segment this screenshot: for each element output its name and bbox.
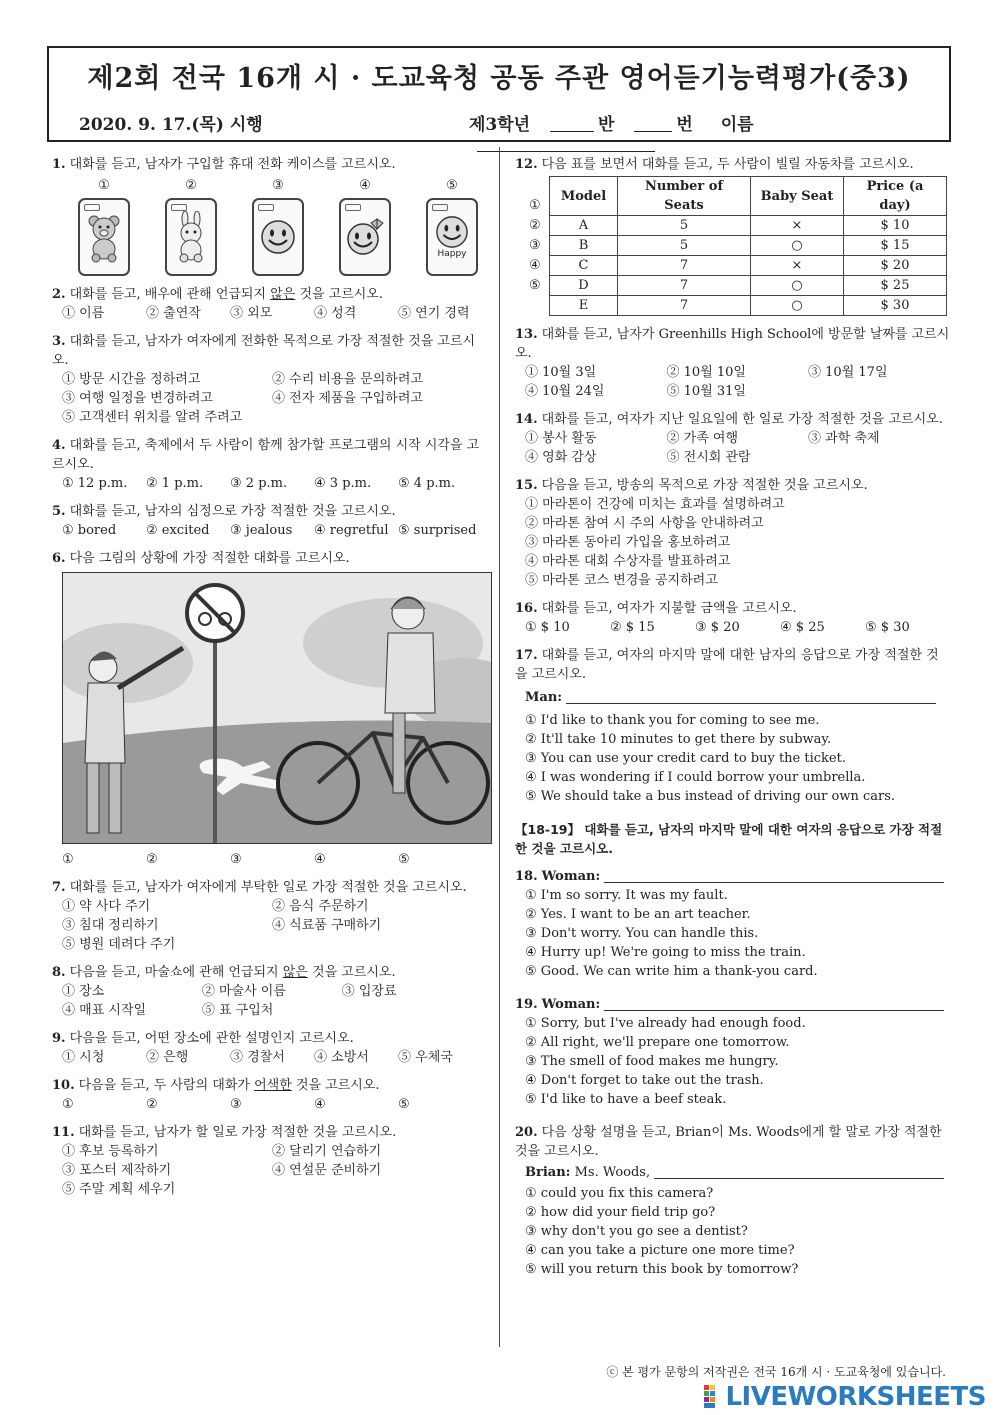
- option-2[interactable]: ② how did your field trip go?: [525, 1205, 716, 1220]
- copyright-notice: ⓒ 본 평가 문항의 저작권은 전국 16개 시 · 도교육청에 있습니다.: [606, 1365, 946, 1379]
- option-4[interactable]: ④ 전자 제품을 구입하려고: [272, 391, 423, 406]
- question-number: 7.: [52, 880, 66, 895]
- option-1[interactable]: ① 약 사다 주기: [62, 899, 151, 914]
- option-2[interactable]: ② $ 15: [610, 620, 655, 635]
- option-5[interactable]: ⑤: [398, 852, 410, 867]
- option-3[interactable]: ③: [230, 1097, 242, 1112]
- question-text: 다음을 듣고, 어떤 장소에 관한 설명인지 고르시오.: [69, 1031, 354, 1046]
- speaker-label: Woman:: [541, 869, 601, 884]
- option-2[interactable]: ② 수리 비용을 문의하려고: [272, 372, 423, 387]
- column-divider: [499, 147, 500, 1347]
- question-text: 대화를 듣고, 남자가 여자에게 전화한 목적으로 가장 적절한 것을 고르시오.: [52, 334, 476, 368]
- option-1[interactable]: ① 마라톤이 건강에 미치는 효과를 설명하려고: [525, 497, 785, 512]
- question-text: 다음 그림의 상황에 가장 적절한 대화를 고르시오.: [69, 551, 350, 566]
- question-text-end: 것을 고르시오.: [291, 1078, 380, 1093]
- option-1[interactable]: ① 시청: [62, 1050, 105, 1065]
- question-text: 대화를 듣고, 남자의 심정으로 가장 적절한 것을 고르시오.: [69, 504, 396, 519]
- option-3[interactable]: ③ 포스터 제작하기: [62, 1163, 172, 1178]
- option-1[interactable]: ① 방문 시간을 정하려고: [62, 372, 201, 387]
- table-cell: B: [550, 236, 618, 256]
- smiley-face-with-bow-icon: [345, 217, 385, 257]
- option-5[interactable]: ⑤ Good. We can write him a thank-you card.: [525, 964, 818, 979]
- option-4[interactable]: ④ Don't forget to take out the trash.: [525, 1073, 764, 1088]
- question-12: [515, 155, 950, 316]
- table-header: Baby Seat: [751, 177, 844, 216]
- number-label: 번: [676, 115, 693, 135]
- option-5[interactable]: ⑤ will you return this book by tomorrow?: [525, 1262, 799, 1277]
- table-cell: $ 15: [844, 236, 947, 256]
- option-3[interactable]: ③ 2 p.m.: [230, 476, 288, 491]
- table-cell: 5: [618, 216, 751, 236]
- option-4[interactable]: ④: [314, 1097, 326, 1112]
- exam-header: [47, 46, 951, 142]
- question-text: 대화를 듣고, 여자가 지난 일요일에 한 일로 가장 적절한 것을 고르시오.: [541, 412, 943, 427]
- option-5[interactable]: ⑤ 4 p.m.: [398, 476, 456, 491]
- option-4[interactable]: ④ can you take a picture one more time?: [525, 1243, 795, 1258]
- q18-19-instructions: 【18-19】 대화를 듣고, 남자의 마지막 말에 대한 여자의 응답으로 가장 적절한 것을 고르시오.: [515, 822, 943, 856]
- option-5[interactable]: ⑤ 우체국: [398, 1050, 453, 1065]
- question-3: [52, 332, 482, 427]
- underlined-word: 어색한: [254, 1078, 292, 1093]
- option-3[interactable]: ③ 외모: [230, 306, 273, 321]
- table-row[interactable]: [550, 276, 947, 296]
- row-label-5[interactable]: ⑤: [529, 278, 541, 293]
- option-1[interactable]: ① 이름: [62, 306, 105, 321]
- table-header: Model: [550, 177, 618, 216]
- option-4[interactable]: ④ 10월 24일: [525, 384, 605, 399]
- question-number: 6.: [52, 551, 66, 566]
- question-19: [515, 995, 950, 1109]
- option-3[interactable]: ③ You can use your credit card to buy the ticket.: [525, 751, 846, 766]
- option-5[interactable]: ⑤ $ 30: [865, 620, 910, 635]
- option-3[interactable]: ③ 경찰서: [230, 1050, 285, 1065]
- option-5[interactable]: ⑤ 고객센터 위치를 알려 주려고: [62, 410, 243, 425]
- question-text: 대화를 듣고, 남자가 여자에게 부탁한 일로 가장 적절한 것을 고르시오.: [69, 880, 467, 895]
- liveworksheets-logo[interactable]: [704, 1382, 986, 1412]
- option-3[interactable]: ③ 여행 일정을 변경하려고: [62, 391, 213, 406]
- left-column: [52, 155, 482, 1208]
- question-text-end: 것을 고르시오.: [295, 287, 384, 302]
- option-4[interactable]: ④ 3 p.m.: [314, 476, 372, 491]
- question-number: 5.: [52, 504, 66, 519]
- question-number: 15.: [515, 478, 538, 493]
- table-cell: 5: [618, 236, 751, 256]
- question-16: [515, 599, 950, 637]
- option-2[interactable]: ② 출연작: [146, 306, 201, 321]
- underlined-word: 않은: [270, 287, 296, 302]
- name-label: 이름: [720, 115, 754, 135]
- option-2[interactable]: ② 음식 주문하기: [272, 899, 369, 914]
- question-number: 4.: [52, 438, 66, 453]
- table-cell: C: [550, 256, 618, 276]
- option-4[interactable]: ④ 식료품 구매하기: [272, 918, 382, 933]
- table-row[interactable]: [550, 236, 947, 256]
- option-3[interactable]: ③ 10월 17일: [808, 365, 888, 380]
- table-cell: 7: [618, 296, 751, 316]
- option-1[interactable]: ① I'd like to thank you for coming to see me.: [525, 713, 820, 728]
- option-2[interactable]: ② 마라톤 참여 시 주의 사항을 안내하려고: [525, 516, 764, 531]
- question-10: [52, 1076, 482, 1114]
- question-text: 대화를 듣고, 여자의 마지막 말에 대한 남자의 응답으로 가장 적절한 것을 고르시오.: [515, 648, 939, 682]
- option-number: ③: [272, 178, 284, 193]
- question-number: 3.: [52, 334, 66, 349]
- option-5[interactable]: ⑤ 마라톤 코스 변경을 공지하려고: [525, 573, 718, 588]
- question-18: [515, 867, 950, 981]
- table-cell: $ 20: [844, 256, 947, 276]
- question-number: 16.: [515, 601, 538, 616]
- option-5[interactable]: ⑤ surprised: [398, 523, 477, 538]
- teddy-bear-icon: [84, 211, 124, 263]
- question-number: 1.: [52, 157, 66, 172]
- question-14: [515, 410, 950, 467]
- option-number: ④: [359, 178, 371, 193]
- option-5[interactable]: ⑤ 10월 31일: [666, 384, 746, 399]
- question-number: 8.: [52, 965, 66, 980]
- situation-illustration: [62, 572, 492, 844]
- smiley-face-icon: [435, 215, 469, 249]
- option-4[interactable]: ④ 연설문 준비하기: [272, 1163, 382, 1178]
- option-5[interactable]: ⑤ I'd like to have a beef steak.: [525, 1092, 727, 1107]
- table-cell: ×: [751, 256, 844, 276]
- option-4[interactable]: ④ 소방서: [314, 1050, 369, 1065]
- option-2[interactable]: ② 가족 여행: [666, 431, 739, 446]
- question-17: [515, 646, 950, 806]
- question-number: 18.: [515, 869, 538, 884]
- speaker-label: Brian:: [525, 1165, 571, 1180]
- option-3[interactable]: ③: [230, 852, 242, 867]
- option-2[interactable]: ② 마술사 이름: [201, 984, 286, 999]
- option-2[interactable]: ② 10월 10일: [666, 365, 746, 380]
- option-4[interactable]: ④ Hurry up! We're going to miss the train.: [525, 945, 806, 960]
- table-cell: ×: [751, 216, 844, 236]
- question-text: 다음을 듣고, 방송의 목적으로 가장 적절한 것을 고르시오.: [541, 478, 868, 493]
- option-3[interactable]: ③ jealous: [230, 523, 293, 538]
- option-4[interactable]: ④: [314, 852, 326, 867]
- question-text: 다음 표를 보면서 대화를 듣고, 두 사람이 빌릴 자동차를 고르시오.: [541, 157, 914, 172]
- option-3[interactable]: ③ 마라톤 동아리 가입을 홍보하려고: [525, 535, 731, 550]
- answer-blank[interactable]: [566, 689, 936, 704]
- question-text: 대화를 듣고, 축제에서 두 사람이 함께 참가할 프로그램의 시작 시각을 고르시오.: [52, 438, 480, 472]
- table-cell: $ 10: [844, 216, 947, 236]
- table-cell: $ 25: [844, 276, 947, 296]
- option-3[interactable]: ③ 침대 정리하기: [62, 918, 159, 933]
- question-number: 2.: [52, 287, 66, 302]
- option-5[interactable]: ⑤ We should take a bus instead of driving our own cars.: [525, 789, 895, 804]
- class-blank[interactable]: [550, 117, 594, 132]
- question-15: [515, 476, 950, 590]
- student-info: [469, 110, 949, 155]
- question-number: 19.: [515, 997, 538, 1012]
- option-1[interactable]: ① I'm so sorry. It was my fault.: [525, 888, 728, 903]
- question-text: 대화를 듣고, 남자가 Greenhills High School에 방문할 날짜를 고르시오.: [515, 327, 950, 361]
- option-3[interactable]: ③ 입장료: [341, 984, 397, 999]
- option-4[interactable]: ④ regretful: [314, 523, 389, 538]
- number-blank[interactable]: [634, 117, 672, 132]
- underlined-word: 않은: [282, 965, 308, 980]
- exam-date: 2020. 9. 17.(목) 시행: [79, 115, 263, 135]
- logo-text: LIVEWORKSHEETS: [725, 1382, 986, 1412]
- question-6: [52, 549, 482, 869]
- case-option-5[interactable]: [426, 176, 478, 276]
- speaker-label: Man:: [525, 690, 563, 705]
- question-11: [52, 1123, 482, 1199]
- exam-title: 제2회 전국 16개 시 · 도교육청 공동 주관 영어듣기능력평가(중3): [87, 63, 911, 94]
- question-text: 다음을 듣고, 마술쇼에 관해 언급되지: [69, 965, 283, 980]
- option-4[interactable]: ④ 성격: [314, 306, 357, 321]
- question-7: [52, 878, 482, 954]
- speech-lead: Ms. Woods,: [574, 1165, 651, 1180]
- question-number: 13.: [515, 327, 538, 342]
- row-label-4[interactable]: ④: [529, 258, 541, 273]
- case-option-2[interactable]: [165, 176, 217, 276]
- question-number: 11.: [52, 1125, 75, 1140]
- question-text: 대화를 듣고, 남자가 할 일로 가장 적절한 것을 고르시오.: [78, 1125, 397, 1140]
- question-8: [52, 963, 482, 1020]
- option-1[interactable]: ① 12 p.m.: [62, 476, 128, 491]
- option-2[interactable]: ② It'll take 10 minutes to get there by subway.: [525, 732, 832, 747]
- option-4[interactable]: ④ 영화 감상: [525, 450, 597, 465]
- option-2[interactable]: ② All right, we'll prepare one tomorrow.: [525, 1035, 790, 1050]
- right-column: [515, 155, 950, 1288]
- question-text: 대화를 듣고, 배우에 관해 언급되지: [69, 287, 271, 302]
- row-label-1[interactable]: ①: [529, 198, 541, 213]
- question-text: 대화를 듣고, 남자가 구입할 휴대 전화 케이스를 고르시오.: [69, 157, 396, 172]
- row-label-3[interactable]: ③: [529, 238, 541, 253]
- table-cell: A: [550, 216, 618, 236]
- option-5[interactable]: ⑤ 표 구입처: [201, 1003, 274, 1018]
- option-1[interactable]: ① 장소: [62, 984, 105, 999]
- option-1[interactable]: ① bored: [62, 523, 117, 538]
- table-cell: D: [550, 276, 618, 296]
- question-text-end: 것을 고르시오.: [307, 965, 396, 980]
- option-2[interactable]: ② excited: [146, 523, 210, 538]
- phone-case-options: [78, 176, 478, 276]
- class-label: 반: [598, 115, 615, 135]
- option-5[interactable]: ⑤ 연기 경력: [398, 306, 470, 321]
- table-cell: 7: [618, 276, 751, 296]
- option-2[interactable]: ②: [146, 1097, 158, 1112]
- question-5: [52, 502, 482, 540]
- question-number: 20.: [515, 1125, 538, 1140]
- option-1[interactable]: ① 후보 등록하기: [62, 1144, 159, 1159]
- option-4[interactable]: ④ I was wondering if I could borrow your umbrella.: [525, 770, 866, 785]
- question-number: 12.: [515, 157, 538, 172]
- option-3[interactable]: ③ why don't you go see a dentist?: [525, 1224, 748, 1239]
- table-cell: E: [550, 296, 618, 316]
- option-2[interactable]: ②: [146, 852, 158, 867]
- table-header: Number of Seats: [618, 177, 751, 216]
- question-13: [515, 325, 950, 401]
- question-text: 대화를 듣고, 여자가 지불할 금액을 고르시오.: [541, 601, 797, 616]
- case-option-1[interactable]: [78, 176, 130, 276]
- question-number: 10.: [52, 1078, 75, 1093]
- table-row[interactable]: [550, 256, 947, 276]
- question-4: [52, 436, 482, 493]
- answer-blank[interactable]: [604, 868, 944, 883]
- option-3[interactable]: ③ The smell of food makes me hungry.: [525, 1054, 779, 1069]
- option-2[interactable]: ② 달리기 연습하기: [272, 1144, 382, 1159]
- liveworksheets-logo-icon: [704, 1385, 722, 1409]
- option-2[interactable]: ② 은행: [146, 1050, 189, 1065]
- option-3[interactable]: ③ Don't worry. You can handle this.: [525, 926, 759, 941]
- table-row[interactable]: [550, 216, 947, 236]
- option-4[interactable]: ④ $ 25: [780, 620, 825, 635]
- option-5[interactable]: ⑤ 병원 데려다 주기: [62, 937, 176, 952]
- name-blank[interactable]: [477, 137, 655, 152]
- option-1[interactable]: ① $ 10: [525, 620, 570, 635]
- row-label-2[interactable]: ②: [529, 218, 541, 233]
- option-4[interactable]: ④ 마라톤 대회 수상자를 발표하려고: [525, 554, 731, 569]
- option-1[interactable]: ① 10월 3일: [525, 365, 597, 380]
- question-text: 다음 상황 설명을 듣고, Brian이 Ms. Woods에게 할 말로 가장 적절한 것을 고르시오.: [515, 1125, 942, 1159]
- option-2[interactable]: ② Yes. I want to be an art teacher.: [525, 907, 751, 922]
- option-1[interactable]: ① Sorry, but I've already had enough food.: [525, 1016, 806, 1031]
- rabbit-icon: [171, 211, 211, 263]
- question-2: [52, 285, 482, 323]
- case-option-3[interactable]: [252, 176, 304, 276]
- question-9: [52, 1029, 482, 1067]
- question-text: 다음을 듣고, 두 사람의 대화가: [78, 1078, 255, 1093]
- option-5[interactable]: ⑤ 전시회 관람: [666, 450, 751, 465]
- option-5[interactable]: ⑤: [398, 1097, 410, 1112]
- car-rental-table: [549, 176, 947, 316]
- question-1: [52, 155, 482, 276]
- option-2[interactable]: ② 1 p.m.: [146, 476, 204, 491]
- grade-label: 제3학년: [469, 115, 531, 135]
- option-1[interactable]: ① could you fix this camera?: [525, 1186, 714, 1201]
- table-cell: ○: [751, 236, 844, 256]
- table-cell: $ 30: [844, 296, 947, 316]
- option-3[interactable]: ③ $ 20: [695, 620, 740, 635]
- option-4[interactable]: ④ 매표 시작일: [62, 1003, 147, 1018]
- table-cell: ○: [751, 296, 844, 316]
- answer-blank[interactable]: [654, 1164, 944, 1179]
- happy-text: Happy: [437, 249, 467, 259]
- table-cell: ○: [751, 276, 844, 296]
- option-number: ⑤: [446, 178, 458, 193]
- table-header: Price (a day): [844, 177, 947, 216]
- bike-scene-illustration: [63, 573, 491, 843]
- table-row[interactable]: [550, 296, 947, 316]
- option-1[interactable]: ①: [62, 852, 74, 867]
- question-20: [515, 1123, 950, 1279]
- option-number: ①: [98, 178, 110, 193]
- option-5[interactable]: ⑤ 주말 계획 세우기: [62, 1182, 176, 1197]
- option-3[interactable]: ③ 과학 축제: [808, 431, 880, 446]
- option-1[interactable]: ①: [62, 1097, 74, 1112]
- question-number: 14.: [515, 412, 538, 427]
- option-1[interactable]: ① 봉사 활동: [525, 431, 597, 446]
- answer-blank[interactable]: [604, 996, 944, 1011]
- question-number: 17.: [515, 648, 538, 663]
- speaker-label: Woman:: [541, 997, 601, 1012]
- option-number: ②: [185, 178, 197, 193]
- case-option-4[interactable]: [339, 176, 391, 276]
- smiley-face-icon: [260, 219, 296, 255]
- table-cell: 7: [618, 256, 751, 276]
- question-number: 9.: [52, 1031, 66, 1046]
